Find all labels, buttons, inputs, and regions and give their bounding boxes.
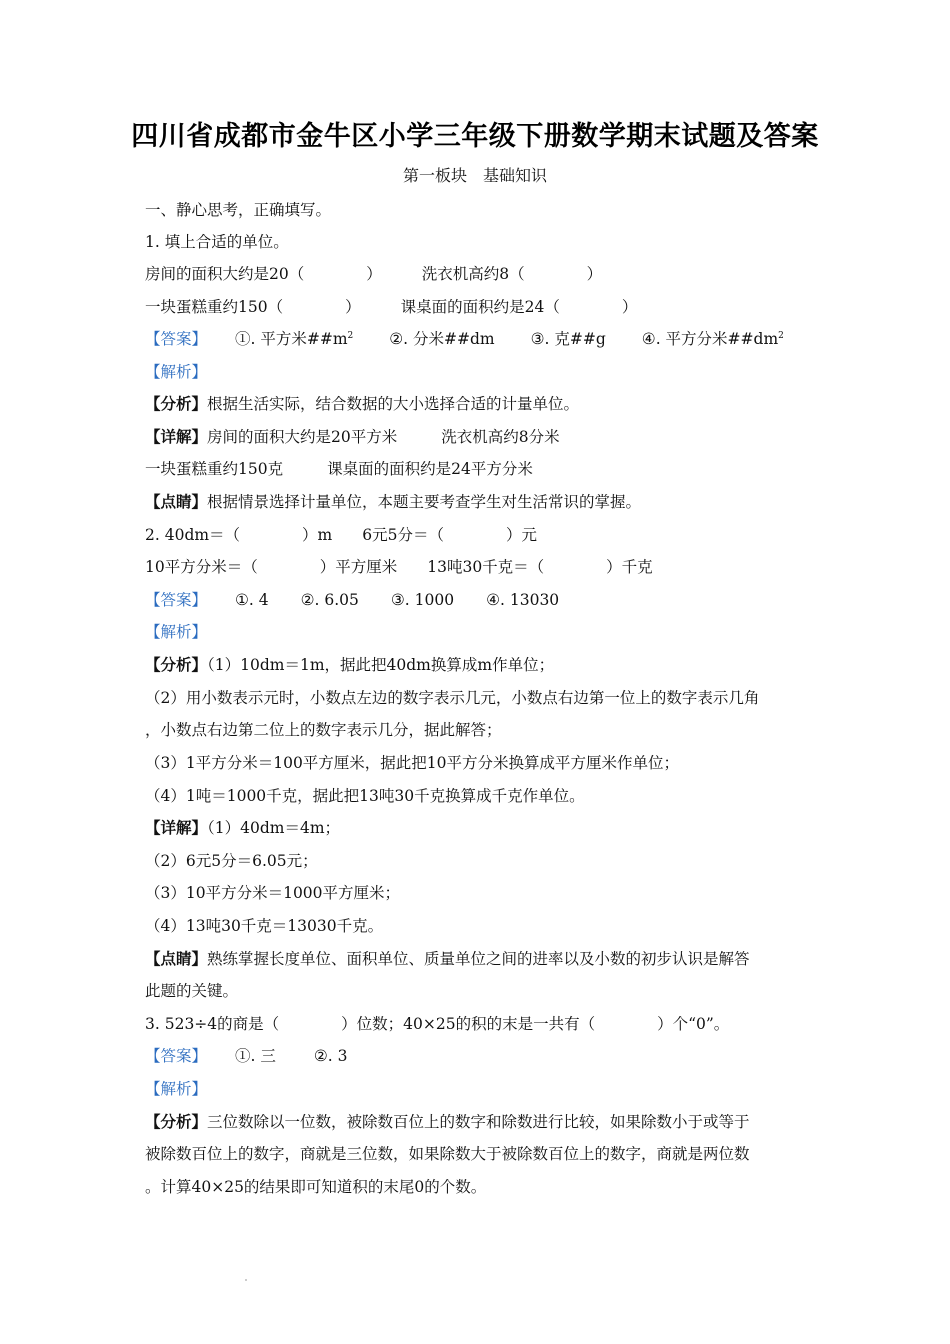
xiangjie-tag: 【详解】	[145, 818, 208, 837]
answer-tag: 【答案】	[145, 330, 208, 348]
q1-blank-1: 房间的面积大约是20（ ）	[145, 265, 382, 283]
q1-answer	[145, 329, 784, 349]
q3-fenxi-2: 被除数百位上的数字，商就是三位数，如果除数大于被除数百位上的数字，商就是两位数	[145, 1145, 750, 1163]
q2-line2: 10平方分米＝（ ）平方厘米 13吨30千克＝（ ）千克	[145, 558, 653, 576]
section-subtitle: 第一板块 基础知识	[402, 166, 547, 185]
q1-answer-3: ③. 克##g	[530, 330, 606, 348]
q2-xiangjie-2: （2）6元5分＝6.05元；	[145, 852, 318, 870]
q1-xiangjie-2: 一块蛋糕重约150克 课桌面的面积约是24平方分米	[145, 460, 533, 478]
q1-blank-3: 一块蛋糕重约150（ ）	[145, 298, 361, 316]
analysis-tag: 【解析】	[145, 363, 208, 381]
section-heading: 一、静心思考，正确填写。	[145, 201, 332, 219]
q2-xiangjie-4: （4）13吨30千克＝13030千克。	[145, 917, 384, 935]
analysis-tag: 【解析】	[145, 1080, 208, 1098]
q3-stem: 3. 523÷4的商是（ ）位数；40×25的积的末是一共有（ ）个“0”。	[145, 1015, 730, 1033]
q1-line2	[145, 297, 637, 317]
q1-blank-2: 洗衣机高约8（ ）	[421, 265, 603, 283]
q1-dianjing: 【点睛】根据情景选择计量单位，本题主要考查学生对生活常识的掌握。	[145, 492, 642, 511]
q1-line1	[145, 264, 602, 284]
q2-dianjing-2: 此题的关键。	[145, 982, 239, 1000]
q2-fenxi-3: （3）1平方分米＝100平方厘米，据此把10平方分米换算成平方厘米作单位；	[145, 754, 680, 772]
fenxi-tag: 【分析】	[145, 394, 208, 413]
q1-fenxi: 【分析】根据生活实际，结合数据的大小选择合适的计量单位。	[145, 394, 580, 413]
scan-speck	[245, 1279, 247, 1281]
dianjing-tag: 【点睛】	[145, 492, 208, 511]
xiangjie-tag: 【详解】	[145, 427, 208, 446]
q1-xiangjie: 【详解】房间的面积大约是20平方米 洗衣机高约8分米	[145, 427, 560, 446]
document-title: 四川省成都市金牛区小学三年级下册数学期末试题及答案	[131, 121, 819, 152]
fenxi-tag: 【分析】	[145, 655, 208, 674]
q3-answer: 【答案】 ①. 三 ②. 3	[145, 1047, 348, 1065]
dianjing-tag: 【点睛】	[145, 949, 208, 968]
q2-xiangjie-3: （3）10平方分米＝1000平方厘米；	[145, 884, 401, 902]
q2-fenxi-4: （4）1吨＝1000千克，据此把13吨30千克换算成千克作单位。	[145, 787, 585, 805]
q2-dianjing: 【点睛】熟练掌握长度单位、面积单位、质量单位之间的进率以及小数的初步认识是解答	[145, 949, 750, 968]
q3-fenxi-1: 【分析】三位数除以一位数，被除数百位上的数字和除数进行比较，如果除数小于或等于	[145, 1112, 750, 1131]
q2-line1: 2. 40dm＝（ ）m 6元5分＝（ ）元	[145, 526, 537, 544]
answer-tag: 【答案】	[145, 1047, 208, 1065]
q1-answer-1: ①. 平方米$\#\#m^2$	[235, 330, 354, 348]
q2-fenxi-2b: ，小数点右边第二位上的数字表示几分，据此解答；	[145, 721, 502, 739]
q1-answer-2: ②. 分米##dm	[389, 330, 495, 348]
q1-blank-4: 课桌面的面积约是24（ ）	[400, 298, 638, 316]
answer-tag: 【答案】	[145, 591, 208, 609]
q2-fenxi-1: 【分析】（1）10dm＝1m，据此把40dm换算成m作单位；	[145, 655, 555, 674]
q2-fenxi-2: （2）用小数表示元时，小数点左边的数字表示几元，小数点右边第一位上的数字表示几角	[145, 689, 760, 707]
q1-answer-4: ④. 平方分米$\#\#dm^2$	[641, 330, 784, 348]
q2-xiangjie-1: 【详解】（1）40dm＝4m；	[145, 818, 341, 837]
fenxi-tag: 【分析】	[145, 1112, 208, 1131]
analysis-tag: 【解析】	[145, 623, 208, 641]
q2-answer: 【答案】 ①. 4 ②. 6.05 ③. 1000 ④. 13030	[145, 591, 560, 609]
q1-stem: 1. 填上合适的单位。	[145, 233, 289, 251]
q3-fenxi-3: 。计算40×25的结果即可知道积的末尾0的个数。	[145, 1178, 487, 1196]
